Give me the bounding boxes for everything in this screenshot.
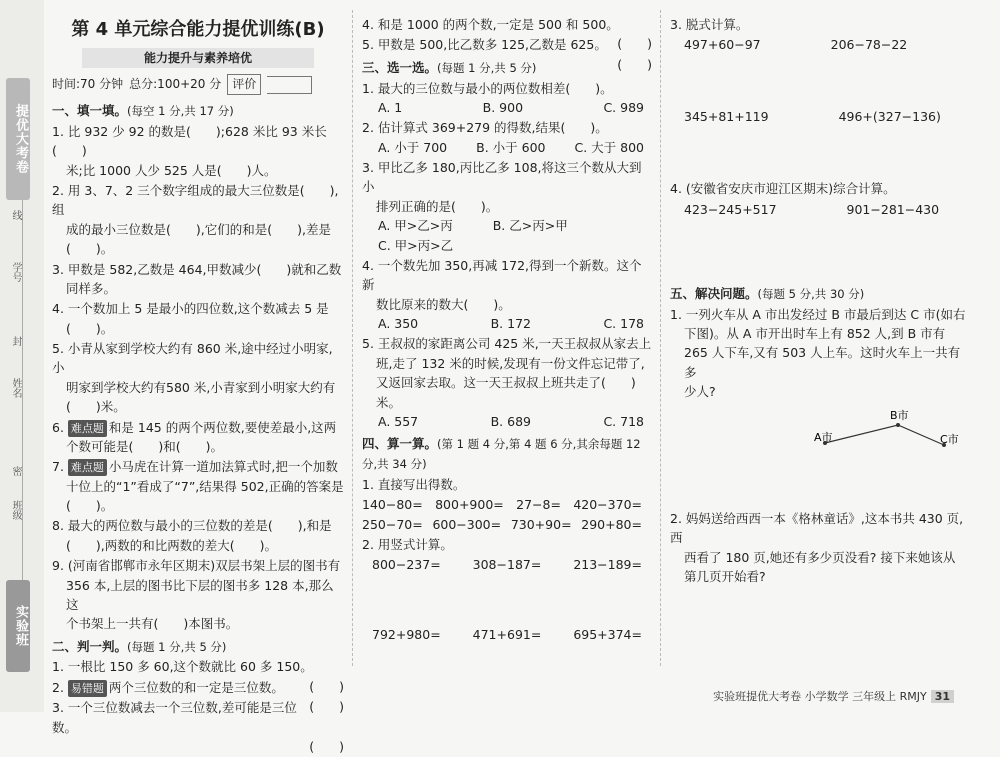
exam-meta (52, 74, 344, 95)
choice-1: 1. 最大的三位数与最小的两位数相差( )。 A. 1 B. 900 C. 989 (362, 79, 652, 118)
judge-3: 3. 一个三位数减去一个三位数,差可能是三位数。 ( ) (52, 698, 344, 756)
calc-4-title: 4. (安徽省安庆市迎江区期末)综合计算。 (670, 181, 896, 197)
option: B. 689 (490, 413, 531, 429)
difficulty-tag: 难点题 (68, 420, 107, 437)
answer-paren[interactable]: ( ) (309, 738, 344, 754)
difficulty-tag: 难点题 (68, 459, 107, 476)
judge-1: 1. 一根比 150 多 60,这个数就比 60 多 150。 ( ) (52, 657, 344, 676)
side-label-xingming: 姓名 (10, 378, 21, 398)
option: A. 557 (378, 413, 419, 429)
column-divider (660, 10, 662, 666)
answer-paren[interactable]: ( ) (309, 699, 344, 715)
judge-4: 4. 和是 1000 的两个数,一定是 500 和 500。 ( ) (362, 15, 652, 34)
option: A. 1 (378, 99, 403, 115)
page-footer (713, 688, 954, 704)
footer-text: 实验班提优大考卷 小学数学 三年级上 RMJY (713, 690, 927, 703)
eval-field[interactable] (267, 76, 312, 94)
option: A. 350 (378, 316, 419, 332)
city-a-label: A市 (814, 430, 833, 444)
option: C. 甲>丙>乙 (378, 237, 454, 253)
page-title: 第 4 单元综合能力提优训练(B) (71, 19, 325, 40)
question-5: 5. 小青从家到学校大约有 860 米,途中经过小明家,小 明家到学校大约有580 米,小青家到小明家大约有 ( )米。 (52, 341, 336, 415)
step-calc-row: 497+60−97 206−78−22 (684, 37, 908, 53)
judge-2: 2. 易错题 两个三位数的和一定是三位数。 ( ) (52, 678, 344, 697)
section-calculate: 四、算一算。(第 1 题 4 分,第 4 题 6 分,其余每题 12 分,共 34 分) (362, 436, 641, 472)
mental-math-row: 140−80= 800+900= 27−8= 420−370= (362, 497, 642, 513)
calc-2-title: 2. 用竖式计算。 (362, 537, 453, 553)
work-space[interactable] (670, 55, 970, 107)
option: C. 大于 800 (574, 139, 644, 155)
section-solve: 五、解决问题。(每题 5 分,共 30 分) (670, 285, 865, 301)
side-label-mi: 密 (10, 466, 21, 476)
mental-math-row: 250−70= 600−300= 730+90= 290+80= (362, 516, 642, 532)
work-space[interactable] (670, 458, 970, 508)
question-7: 7. 难点题 小马虎在计算一道加法算式时,把一个加数 十位上的“1”看成了“7”,结果得 502,正确的答案是 ( )。 (52, 459, 344, 514)
step-calc-row: 345+81+119 496+(327−136) (684, 108, 941, 124)
option: A. 小于 700 (378, 139, 448, 155)
city-c-label: C市 (940, 432, 959, 446)
error-prone-tag: 易错题 (68, 680, 107, 697)
route-diagram (670, 403, 970, 453)
question-1: 1. 比 932 少 92 的数是( );628 米比 93 米长( ) 米;比 1000 人少 525 人是( )人。 (52, 123, 327, 178)
choice-5: 5. 王叔叔的家距离公司 425 米,一天王叔叔从家去上 班,走了 132 米的时候,发现有一份文件忘记带了, 又返回家去取。这一天王叔叔上班共走了( ) 米。 A. 557 B. 689 C. 718 (362, 334, 652, 431)
question-2: 2. 用 3、7、2 三个数字组成的最大三位数是( ),组 成的最小三位数是( ),它们的和是( ),差是 ( )。 (52, 183, 339, 257)
side-label-xuehao: 学号 (10, 262, 21, 282)
problem-2: 2. 妈妈送给西西一本《格林童话》,这本书共 430 页,西 西看了 180 页,她还有多少页没看? 接下来她该从 第几页开始看? (670, 510, 964, 585)
route-line (825, 425, 944, 445)
judge-5: 5. 甲数是 500,比乙数多 125,乙数是 625。 ( ) (362, 35, 652, 54)
section-judge: 二、判一判。(每题 1 分,共 5 分) (52, 638, 227, 654)
section-choose: 三、选一选。(每题 1 分,共 5 分) (362, 59, 537, 75)
page-number: 31 (931, 690, 954, 703)
option: C. 718 (603, 413, 644, 429)
brand-tab-top: 提优大考卷 (6, 78, 30, 200)
question-9: 9. (河南省邯郸市永年区期末)双层书架上层的图书有 356 本,上层的图书比下层的图书多 128 本,那么这 个书架上一共有( )本图书。 (52, 558, 341, 632)
step-calc-row: 423−245+517 901−281−430 (684, 201, 940, 217)
column-right (670, 14, 970, 587)
option: C. 178 (603, 316, 644, 332)
total-score: 总分:100+20 分 (129, 77, 222, 92)
option: B. 小于 600 (476, 139, 546, 155)
work-space[interactable] (670, 126, 970, 178)
question-8: 8. 最大的两位数与最小的三位数的差是( ),和是 ( ),两数的和比两数的差大( )。 (52, 518, 332, 553)
column-middle (362, 14, 652, 644)
work-space[interactable] (362, 575, 652, 625)
option: B. 172 (490, 316, 531, 332)
question-3: 3. 甲数是 582,乙数是 464,甲数减少( )就和乙数 同样多。 (52, 261, 342, 296)
section-fill: 一、填一填。(每空 1 分,共 17 分) (52, 103, 234, 119)
question-4: 4. 一个数加上 5 是最小的四位数,这个数减去 5 是 ( )。 (52, 301, 329, 336)
side-label-xian: 线 (10, 210, 21, 220)
choice-4: 4. 一个数先加 350,再减 172,得到一个新数。这个新 数比原来的数大( )。 A. 350 B. 172 C. 178 (362, 256, 652, 334)
vertical-calc-row: 792+980= 471+691= 695+374= (372, 626, 642, 642)
page-subtitle: 能力提升与素养培优 (82, 48, 314, 69)
column-left (52, 14, 344, 757)
question-6: 6. 难点题 和是 145 的两个两位数,要使差最小,这两 个数可能是( )和( )。 (52, 419, 337, 454)
option: C. 989 (603, 99, 644, 115)
option: A. 甲>乙>丙 (378, 218, 453, 234)
vertical-calc-row: 800−237= 308−187= 213−189= (372, 557, 642, 573)
time-limit: 时间:70 分钟 (52, 77, 124, 92)
city-b-label: B市 (890, 408, 909, 422)
calc-3-title: 3. 脱式计算。 (670, 17, 749, 32)
choice-3: 3. 甲比乙多 180,丙比乙多 108,将这三个数从大到小 排列正确的是( )。 A. 甲>乙>丙 B. 乙>丙>甲 C. 甲>丙>乙 (362, 158, 652, 255)
answer-paren[interactable]: ( ) (309, 678, 344, 694)
side-label-feng: 封 (10, 336, 21, 346)
answer-paren[interactable]: ( ) (617, 36, 652, 52)
side-label-banji: 班级 (10, 500, 21, 520)
binding-sidebar (0, 0, 44, 712)
option: B. 900 (482, 99, 524, 115)
option: B. 乙>丙>甲 (492, 218, 568, 234)
answer-paren[interactable]: ( ) (617, 56, 652, 72)
work-space[interactable] (670, 219, 970, 281)
city-b-dot (896, 423, 900, 427)
problem-1: 1. 一列火车从 A 市出发经过 B 市最后到达 C 市(如右 下图)。从 A 市开出时车上有 852 人,到 B 市有 265 人下车,又有 503 人上车。这时火车上一共有多 少人? (670, 306, 966, 400)
calc-1-title: 1. 直接写出得数。 (362, 476, 466, 492)
eval-label: 评价 (227, 74, 261, 95)
column-divider (352, 10, 354, 666)
brand-tab-bottom: 实验班 (6, 580, 30, 672)
choice-2: 2. 估计算式 369+279 的得数,结果( )。 A. 小于 700 B. 小于 600 C. 大于 800 (362, 118, 652, 157)
